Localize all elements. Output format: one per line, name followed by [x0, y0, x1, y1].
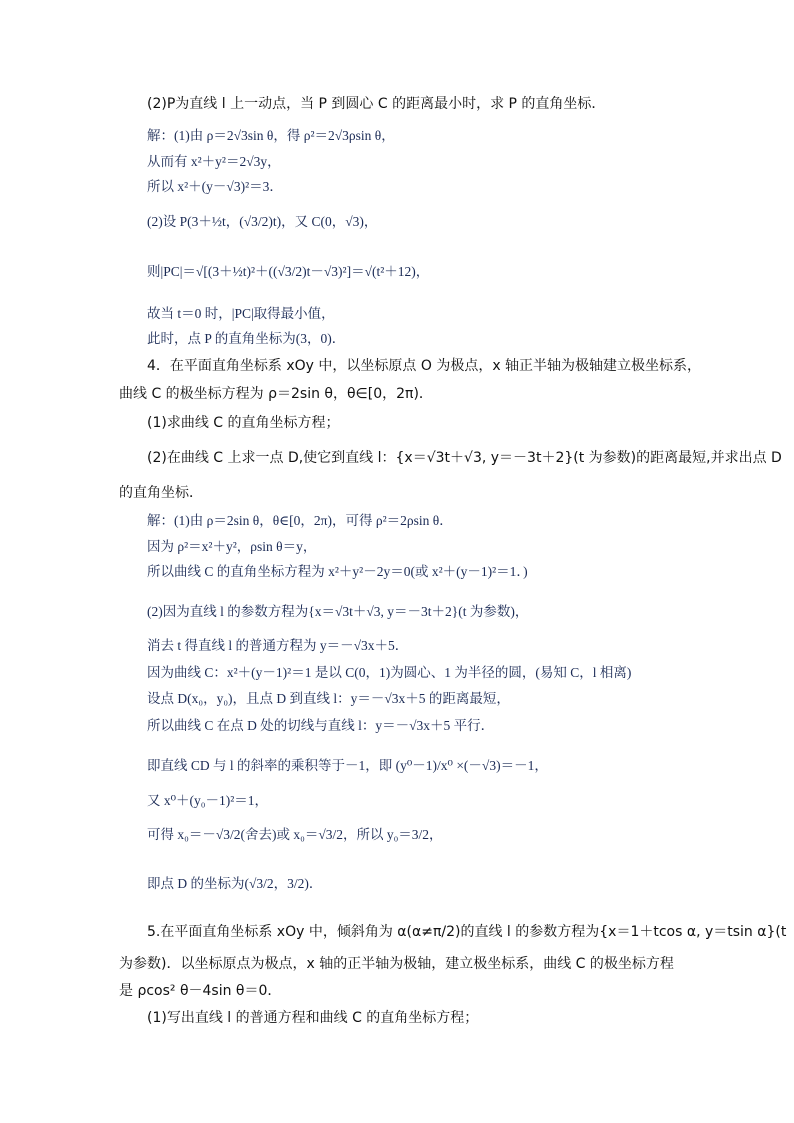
solution-line: 即点 D 的坐标为(√3/2，3/2)．: [147, 876, 323, 891]
question-5-text: 是 ρcos² θ－4sin θ＝0．: [119, 983, 282, 999]
question-4-part-1: (1)求曲线 C 的直角坐标方程；: [147, 415, 340, 431]
solution-line: 所以曲线 C 在点 D 处的切线与直线 l：y＝－√3x＋5 平行．: [147, 718, 495, 733]
question-5-text: 为参数)．以坐标原点为极点，x 轴的正半轴为极轴，建立极坐标系，曲线 C 的极坐标方程: [119, 956, 674, 972]
solution-line: 又 x⁰＋(y₀－1)²＝1，: [147, 793, 269, 808]
question-4-part-2: (2)在曲线 C 上求一点 D,使它到直线 l：{x＝√3t＋√3, y＝－3t＋2}(t 为参数)的距离最短,并求出点 D: [147, 450, 782, 466]
solution-line: 即直线 CD 与 l 的斜率的乘积等于－1，即 (y⁰－1)/x⁰ ×(－√3)＝－1，: [147, 758, 548, 773]
solution-line: 所以 x²＋(y－√3)²＝3．: [147, 179, 283, 194]
question-4-text: 4．在平面直角坐标系 xOy 中，以坐标原点 O 为极点，x 轴正半轴为极轴建立极坐标系，: [147, 358, 702, 374]
solution-line: 从而有 x²＋y²＝2√3y，: [147, 154, 281, 169]
question-5-text: 5.在平面直角坐标系 xOy 中，倾斜角为 α(α≠π/2)的直线 l 的参数方程为{x＝1＋tcos α, y＝tsin α}(t: [147, 924, 787, 940]
solution-line: 可得 x₀＝－√3/2(舍去)或 x₀＝√3/2，所以 y₀＝3/2，: [147, 827, 443, 842]
question-4-text: 曲线 C 的极坐标方程为 ρ＝2sin θ，θ∈[0，2π)．: [119, 386, 433, 402]
solution-line: (2)设 P(3＋½t，(√3/2)t)，又 C(0，√3)，: [147, 214, 378, 229]
solution-line: 解：(1)由 ρ＝2√3sin θ，得 ρ²＝2√3ρsin θ，: [147, 128, 395, 143]
question-part-2-text: (2)P为直线 l 上一动点，当 P 到圆心 C 的距离最小时，求 P 的直角坐标．: [147, 96, 606, 112]
question-5-part-1: (1)写出直线 l 的普通方程和曲线 C 的直角坐标方程；: [147, 1010, 479, 1026]
solution-line: 因为曲线 C：x²＋(y－1)²＝1 是以 C(0，1)为圆心、1 为半径的圆，(易知 C，l 相离): [147, 665, 632, 680]
solution-line: (2)因为直线 l 的参数方程为{x＝√3t＋√3, y＝－3t＋2}(t 为参数)，: [147, 604, 529, 619]
solution-line: 因为 ρ²＝x²＋y²，ρsin θ＝y，: [147, 539, 317, 554]
solution-line: 设点 D(x₀，y₀)，且点 D 到直线 l：y＝－√3x＋5 的距离最短，: [147, 691, 510, 706]
solution-line: 解：(1)由 ρ＝2sin θ，θ∈[0，2π)，可得 ρ²＝2ρsin θ．: [147, 513, 453, 528]
solution-line: 所以曲线 C 的直角坐标方程为 x²＋y²－2y＝0(或 x²＋(y－1)²＝1．): [147, 564, 528, 579]
solution-line: 消去 t 得直线 l 的普通方程为 y＝－√3x＋5．: [147, 638, 409, 653]
solution-line: 此时，点 P 的直角坐标为(3，0)．: [147, 331, 346, 346]
solution-line: 则|PC|＝√[(3＋½t)²＋((√3/2)t－√3)²]＝√(t²＋12)，: [147, 264, 430, 279]
question-4-part-2: 的直角坐标．: [119, 485, 203, 501]
solution-line: 故当 t＝0 时，|PC|取得最小值，: [147, 306, 335, 321]
